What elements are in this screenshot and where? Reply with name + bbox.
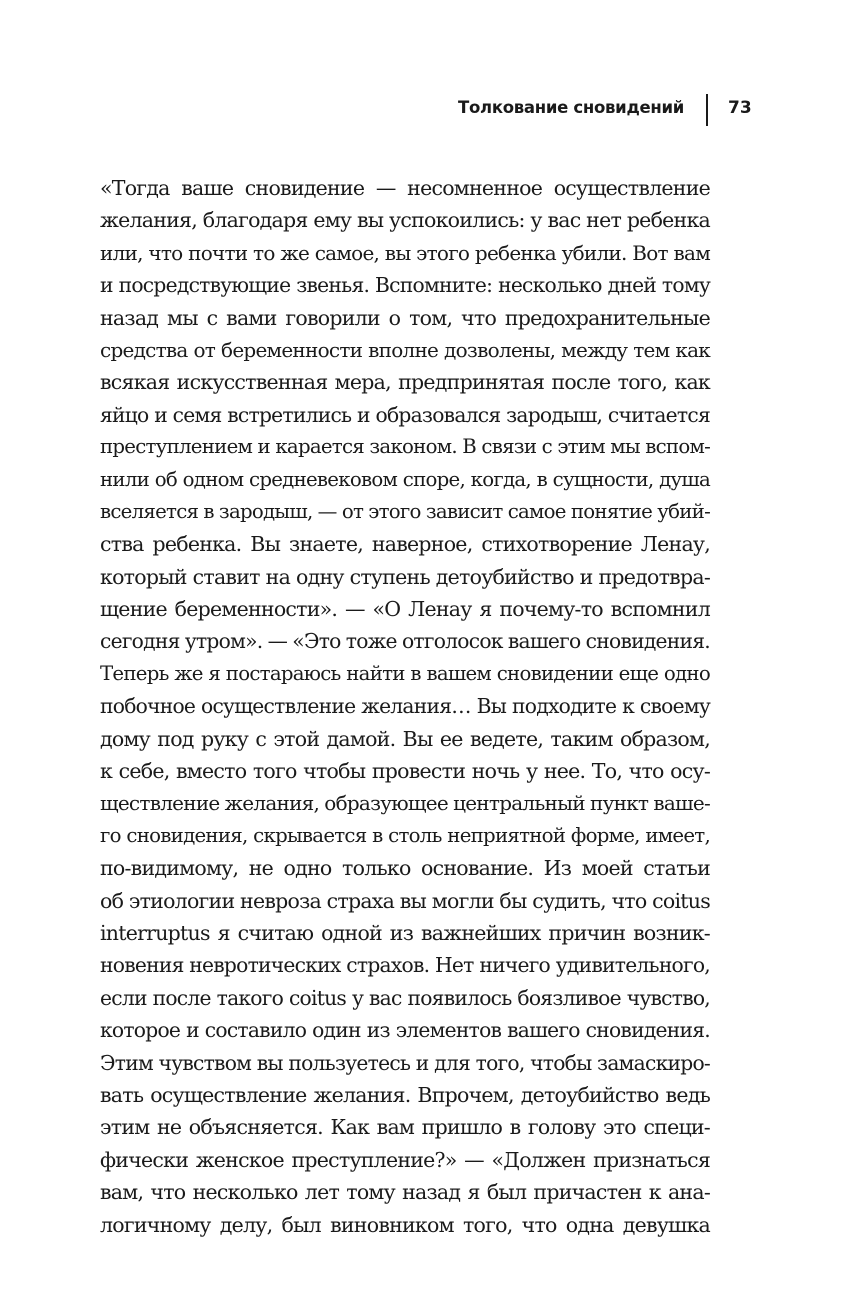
page-number: 73 (728, 98, 752, 118)
text-line: которое и составило один из элементов вашего сновидения. (100, 1018, 710, 1043)
text-line: логичному делу, был виновником того, что одна девушка (100, 1212, 710, 1237)
text-line: сегодня утром». — «Это тоже отголосок вашего сновидения. (100, 629, 710, 654)
text-line: побочное осуществление желания… Вы подходите к своему (100, 694, 710, 719)
text-line: ществление желания, образующее центральный пункт ваше- (100, 791, 710, 816)
running-header (0, 94, 844, 126)
text-line: дому под руку с этой дамой. Вы ее ведете, таким образом, (100, 726, 710, 751)
text-line: ства ребенка. Вы знаете, наверное, стихотворение Ленау, (100, 532, 710, 557)
text-line: го сновидения, скрывается в столь неприятной форме, имеет, (100, 823, 710, 847)
text-line: к себе, вместо того чтобы провести ночь у нее. То, что осу- (100, 759, 710, 784)
text-line: яйцо и семя встретились и образовался зародыш, считается (100, 402, 710, 427)
text-line: и посредствующие звенья. Вспомните: несколько дней тому (100, 273, 710, 298)
text-line: Теперь же я постараюсь найти в вашем сновидении еще одно (100, 661, 710, 685)
text-line: фически женское преступление?» — «Должен признаться (100, 1147, 710, 1172)
text-line: Этим чувством вы пользуетесь и для того, чтобы замаскиро- (100, 1050, 710, 1075)
header-divider (706, 94, 708, 126)
text-line: преступлением и карается законом. В связи с этим мы вспом- (100, 435, 710, 459)
text-line: interruptus я считаю одной из важнейших причин возник- (100, 920, 710, 945)
text-line: если после такого coitus у вас появилось боязливое чувство, (100, 985, 710, 1010)
text-line: назад мы с вами говорили о том, что предохранительные (100, 305, 710, 330)
text-line: этим не объясняется. Как вам пришло в голову это специ- (100, 1115, 710, 1140)
running-header-title: Толкование сновидений (458, 98, 684, 117)
text-line: желания, благодаря ему вы успокоились: у вас нет ребенка (100, 208, 710, 233)
text-line: об этиологии невроза страха вы могли бы судить, что coitus (100, 888, 710, 913)
text-line: новения невротических страхов. Нет ничего удивительного, (100, 953, 710, 978)
text-line: средства от беременности вполне дозволены, между тем как (100, 337, 710, 362)
body-text (100, 172, 710, 1241)
text-line: или, что почти то же самое, вы этого ребенка убили. Вот вам (100, 240, 710, 265)
text-line: вать осуществление желания. Впрочем, детоубийство ведь (100, 1082, 710, 1107)
text-line: всякая искусственная мера, предпринятая после того, как (100, 370, 710, 395)
text-line: вам, что несколько лет тому назад я был причастен к ана- (100, 1180, 710, 1205)
text-line: вселяется в зародыш, — от этого зависит самое понятие убий- (100, 499, 710, 523)
text-line: щение беременности». — «О Ленау я почему-то вспомнил (100, 597, 710, 622)
text-line: который ставит на одну ступень детоубийство и предотвра- (100, 564, 710, 589)
text-line: «Тогда ваше сновидение — несомненное осуществление (100, 176, 710, 200)
text-line: по-видимому, не одно только основание. Из моей статьи (100, 856, 710, 881)
text-line: нили об одном средневековом споре, когда, в сущности, душа (100, 467, 710, 491)
